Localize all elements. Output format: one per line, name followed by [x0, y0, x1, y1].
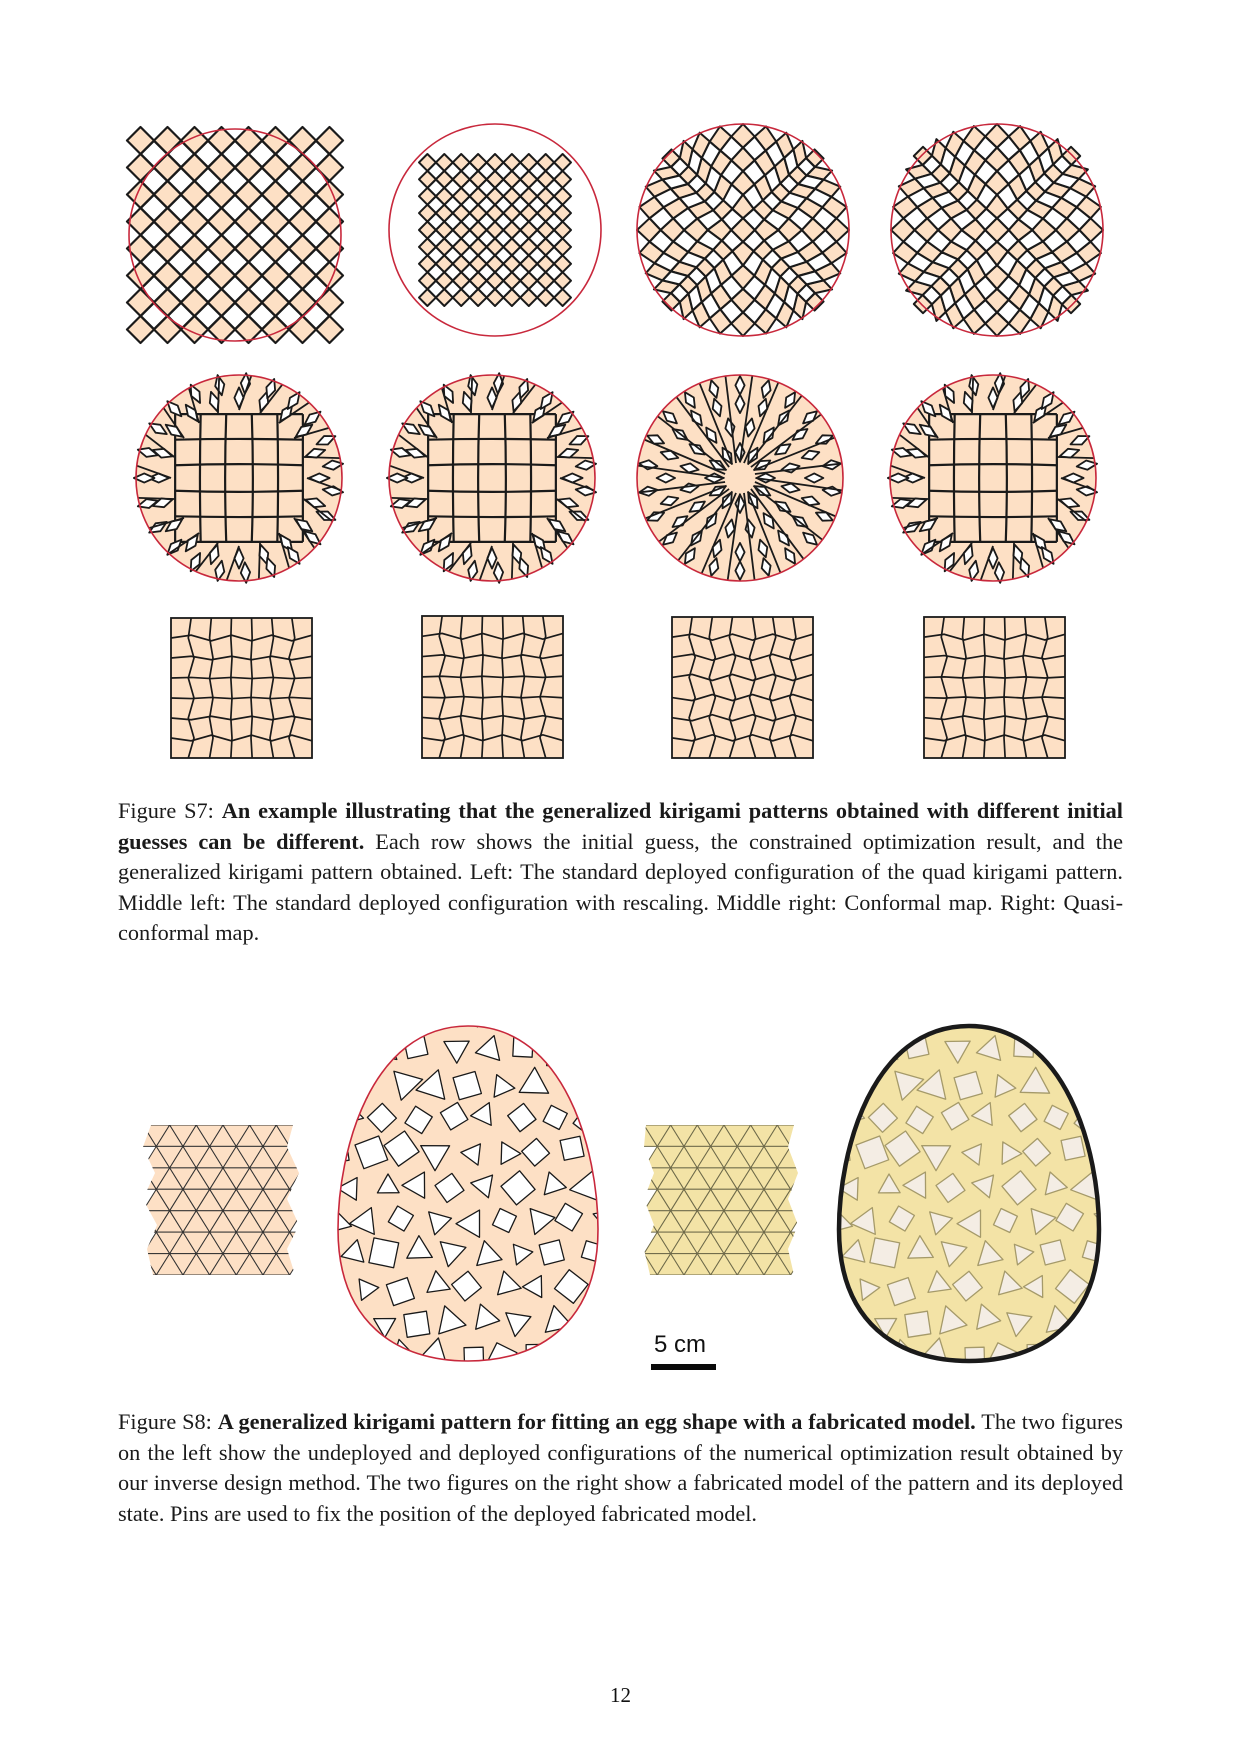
s8-fabricated-deployed-egg — [835, 1016, 1103, 1368]
crease — [972, 377, 973, 413]
figure-s8-label: Figure S8: — [118, 1409, 212, 1434]
grid-line — [929, 491, 1057, 492]
grid-line — [200, 414, 201, 542]
figure-s7-caption — [118, 796, 1123, 949]
hole — [601, 1343, 619, 1361]
grid-line — [1031, 414, 1032, 542]
hole — [576, 1307, 606, 1336]
hole — [823, 1004, 844, 1025]
scale-bar-label: 5 cm — [654, 1331, 707, 1358]
hole — [424, 1009, 446, 1030]
hole — [841, 1314, 863, 1337]
figure-s7-title: An example illustrating that the generalized kirigami patterns obtained with different initial guesses can be different. — [118, 798, 1124, 854]
s8-undeployed-pattern — [143, 1125, 303, 1275]
hole — [357, 1348, 378, 1369]
hole — [375, 1039, 397, 1060]
s8-fabricated-undeployed-model — [644, 1125, 804, 1275]
pattern-square — [672, 617, 813, 758]
hole — [1040, 1240, 1065, 1265]
page-number: 12 — [610, 1683, 631, 1707]
hole — [526, 1003, 546, 1025]
crease — [138, 498, 174, 499]
hole — [822, 1073, 847, 1097]
s8-deployed-egg-pattern — [334, 1016, 602, 1362]
s7-row3-right-kirigami-pattern — [924, 617, 1065, 758]
grid-line — [929, 464, 1057, 465]
hole — [404, 1311, 430, 1337]
hole — [846, 1040, 868, 1063]
hole — [905, 1311, 931, 1337]
grid-line — [929, 439, 1057, 440]
hole — [857, 1000, 886, 1029]
hole — [1100, 1276, 1124, 1300]
grid-line — [277, 414, 278, 542]
s7-row2-left-optimization-result — [135, 372, 350, 587]
s7-row2-right-optimization-result — [889, 372, 1104, 587]
hole — [356, 1000, 385, 1029]
grid-line — [175, 439, 303, 440]
grid-line — [175, 464, 303, 465]
crease — [304, 457, 340, 458]
hole — [1027, 1003, 1047, 1025]
hole — [890, 1003, 917, 1030]
grid-line — [530, 414, 531, 542]
grid-line — [478, 414, 479, 542]
grid-line — [979, 414, 980, 542]
pattern-square — [924, 617, 1065, 758]
hole — [1059, 1004, 1084, 1029]
figure-s7-body: Each row shows the initial guess, the constrained optimization result, and the generalized kirigami pattern obtained. Left: The standard deployed configuration of the quad kirigami pattern. Middle left: The standard deployed configuration with rescaling. Middle right: Conformal map. Right: Quasi-conformal map. — [118, 828, 1123, 945]
s7-row1-left-initial-guess — [120, 120, 350, 350]
s7-row2-middle-right-optimization-result — [636, 372, 851, 587]
hole — [1092, 1141, 1119, 1168]
grid-line — [453, 414, 454, 542]
s7-row3-middle-left-kirigami-pattern — [422, 616, 563, 758]
fabricated-triangle — [791, 1189, 818, 1210]
triangle-tile — [290, 1232, 317, 1254]
figure-s8-body: The two figures on the left show the undeployed and deployed configurations of the numerical optimization result obtained by our inverse design method. The two figures on the right show a fabricated model of the pattern and its deployed state. Pins are used to fix the position of the deployed fabricated model. — [118, 1409, 1123, 1526]
fabricated-triangle — [791, 1232, 818, 1254]
hole — [547, 1041, 572, 1065]
hole — [1048, 1041, 1073, 1065]
hole — [389, 1003, 416, 1030]
grid-line — [252, 414, 253, 542]
s7-row1-right-initial-guess — [889, 122, 1109, 342]
hole — [1102, 1343, 1120, 1361]
hole — [464, 1347, 484, 1367]
figure-s7-label: Figure S7: — [118, 798, 214, 823]
grid-line — [225, 414, 226, 542]
crease — [391, 498, 427, 499]
scale-bar — [651, 1364, 716, 1370]
s7-row3-left-kirigami-pattern — [171, 618, 312, 758]
crease — [557, 457, 593, 458]
crease — [471, 377, 472, 413]
pattern-square — [422, 616, 563, 758]
hole — [450, 996, 478, 1026]
hole — [870, 1238, 900, 1268]
hole — [345, 1040, 367, 1063]
crease — [1013, 543, 1014, 579]
pattern-square — [171, 618, 312, 758]
s7-row1-middle-left-initial-guess — [388, 120, 608, 340]
figure-s8-caption — [118, 1407, 1123, 1529]
crease — [1058, 457, 1094, 458]
hole — [340, 1314, 362, 1337]
s7-row1-middle-right-initial-guess — [636, 122, 856, 342]
grid-line — [428, 516, 556, 517]
s7-row3-middle-right-kirigami-pattern — [672, 617, 813, 758]
hole — [599, 1276, 623, 1300]
grid-line — [428, 464, 556, 465]
figure-s8-title: A generalized kirigami pattern for fitting an egg shape with a fabricated model. — [217, 1409, 976, 1434]
hole — [858, 1348, 879, 1369]
crease — [259, 543, 260, 579]
hole — [560, 1136, 584, 1160]
crease — [892, 498, 928, 499]
grid-line — [929, 516, 1057, 517]
hole — [539, 1240, 564, 1265]
triangle-tile — [290, 1189, 317, 1210]
hole — [1094, 1003, 1115, 1024]
hole — [322, 1004, 343, 1025]
grid-line — [1006, 414, 1007, 542]
grid-line — [175, 491, 303, 492]
grid-line — [428, 491, 556, 492]
triangle-tile — [130, 1168, 157, 1189]
hole — [1064, 1340, 1085, 1359]
hole — [318, 1343, 346, 1369]
hole — [1095, 1068, 1119, 1090]
hole — [951, 996, 979, 1026]
hole — [576, 1035, 598, 1059]
hole — [819, 1343, 847, 1369]
grid-line — [954, 414, 955, 542]
hole — [594, 1068, 618, 1090]
hole — [563, 1340, 584, 1359]
pattern-group — [631, 1125, 818, 1275]
pattern-group — [130, 1125, 317, 1275]
hole — [1077, 1035, 1099, 1059]
hole — [1061, 1136, 1085, 1160]
hole — [321, 1073, 346, 1097]
hole — [965, 1347, 985, 1367]
hole — [1077, 1307, 1107, 1336]
hole — [558, 1004, 583, 1029]
hole — [369, 1238, 399, 1268]
grid-line — [175, 516, 303, 517]
hole — [591, 1141, 618, 1168]
hole — [593, 1003, 614, 1024]
grid-line — [428, 439, 556, 440]
s7-row2-middle-left-optimization-result — [388, 372, 603, 587]
grid-line — [505, 414, 506, 542]
crease — [218, 377, 219, 413]
crease — [512, 543, 513, 579]
